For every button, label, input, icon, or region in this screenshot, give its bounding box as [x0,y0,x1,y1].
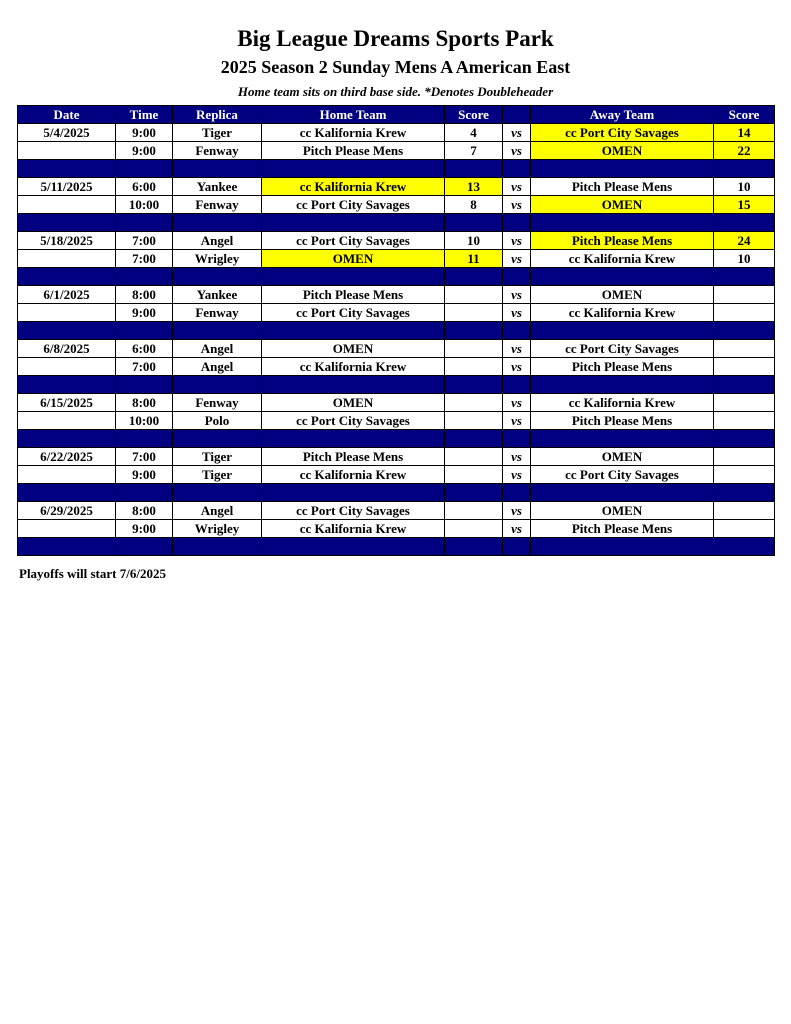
separator-cell [714,322,775,340]
home-score: 10 [445,232,503,250]
vs-label: vs [503,394,531,412]
away-team: OMEN [531,286,714,304]
table-row [18,196,775,214]
table-row [18,394,775,412]
vs-label: vs [503,466,531,484]
table-row [18,304,775,322]
away-team: OMEN [531,142,714,160]
separator-cell [503,376,531,394]
home-team: cc Port City Savages [262,232,445,250]
away-score [714,394,775,412]
separator-cell [18,322,116,340]
table-row [18,124,775,142]
playoffs-note: Playoffs will start 7/6/2025 [19,566,166,581]
away-team: cc Kalifornia Krew [531,304,714,322]
game-date [18,304,116,322]
separator-cell [445,322,503,340]
separator-cell [503,538,531,556]
separator-cell [531,376,714,394]
game-replica: Angel [173,502,262,520]
game-date: 6/29/2025 [18,502,116,520]
vs-label: vs [503,286,531,304]
separator-cell [262,430,445,448]
game-time: 9:00 [116,142,173,160]
game-date [18,250,116,268]
away-score [714,502,775,520]
game-time: 7:00 [116,232,173,250]
game-replica: Polo [173,412,262,430]
away-team: OMEN [531,448,714,466]
game-date [18,196,116,214]
home-team: cc Kalifornia Krew [262,178,445,196]
home-score [445,520,503,538]
game-replica: Angel [173,232,262,250]
separator-cell [262,268,445,286]
separator-cell [262,376,445,394]
week-separator-row [18,376,775,394]
separator-cell [116,268,173,286]
table-row [18,358,775,376]
separator-cell [173,376,262,394]
separator-cell [262,214,445,232]
separator-cell [173,160,262,178]
game-time: 9:00 [116,520,173,538]
away-team: Pitch Please Mens [531,178,714,196]
game-replica: Tiger [173,448,262,466]
table-row [18,232,775,250]
home-score [445,304,503,322]
page-subtitle: 2025 Season 2 Sunday Mens A American East [220,57,571,77]
game-time: 6:00 [116,178,173,196]
column-header-vs [503,106,531,124]
vs-label: vs [503,304,531,322]
week-separator-row [18,484,775,502]
separator-cell [18,160,116,178]
away-score [714,340,775,358]
week-separator-row [18,322,775,340]
home-team: Pitch Please Mens [262,286,445,304]
game-time: 7:00 [116,358,173,376]
column-header-away-score: Score [714,106,775,124]
separator-cell [503,268,531,286]
table-row [18,412,775,430]
separator-cell [116,322,173,340]
separator-cell [445,376,503,394]
away-score [714,520,775,538]
column-header-away-team: Away Team [531,106,714,124]
home-team: cc Kalifornia Krew [262,358,445,376]
separator-cell [531,214,714,232]
game-time: 6:00 [116,340,173,358]
separator-cell [531,160,714,178]
separator-cell [18,214,116,232]
week-separator-row [18,268,775,286]
away-score: 22 [714,142,775,160]
home-score [445,448,503,466]
vs-label: vs [503,142,531,160]
table-row [18,502,775,520]
game-date [18,412,116,430]
separator-cell [503,214,531,232]
game-replica: Yankee [173,286,262,304]
game-date [18,358,116,376]
separator-cell [173,538,262,556]
game-date: 6/1/2025 [18,286,116,304]
column-header-date: Date [18,106,116,124]
home-score [445,502,503,520]
separator-cell [18,538,116,556]
away-score: 24 [714,232,775,250]
home-score [445,394,503,412]
column-header-time: Time [116,106,173,124]
separator-cell [714,214,775,232]
table-row [18,178,775,196]
separator-cell [116,484,173,502]
separator-cell [262,484,445,502]
separator-cell [531,268,714,286]
away-score [714,358,775,376]
separator-cell [116,376,173,394]
week-separator-row [18,160,775,178]
game-replica: Fenway [173,196,262,214]
separator-cell [531,484,714,502]
week-separator-row [18,430,775,448]
game-replica: Angel [173,340,262,358]
game-time: 7:00 [116,448,173,466]
separator-cell [445,214,503,232]
vs-label: vs [503,340,531,358]
away-team: Pitch Please Mens [531,520,714,538]
separator-cell [531,322,714,340]
away-score [714,448,775,466]
separator-cell [503,160,531,178]
game-replica: Wrigley [173,250,262,268]
home-score [445,466,503,484]
separator-cell [116,538,173,556]
table-row [18,340,775,358]
separator-cell [714,268,775,286]
home-score: 13 [445,178,503,196]
game-time: 8:00 [116,286,173,304]
game-date [18,520,116,538]
separator-cell [531,538,714,556]
separator-cell [503,322,531,340]
separator-cell [531,430,714,448]
vs-label: vs [503,196,531,214]
away-team: Pitch Please Mens [531,412,714,430]
game-time: 9:00 [116,124,173,142]
game-date [18,142,116,160]
table-row [18,142,775,160]
separator-cell [445,484,503,502]
game-time: 9:00 [116,304,173,322]
away-team: cc Port City Savages [531,340,714,358]
away-team: OMEN [531,502,714,520]
separator-cell [445,538,503,556]
home-score: 11 [445,250,503,268]
game-time: 10:00 [116,412,173,430]
separator-cell [445,430,503,448]
vs-label: vs [503,502,531,520]
game-date: 5/4/2025 [18,124,116,142]
home-score [445,340,503,358]
table-row [18,520,775,538]
game-date: 5/18/2025 [18,232,116,250]
away-score: 10 [714,178,775,196]
separator-cell [262,322,445,340]
game-date [18,466,116,484]
home-team: cc Port City Savages [262,412,445,430]
column-header-replica: Replica [173,106,262,124]
home-score: 4 [445,124,503,142]
table-row [18,250,775,268]
game-time: 8:00 [116,502,173,520]
away-team: cc Kalifornia Krew [531,394,714,412]
away-team: Pitch Please Mens [531,358,714,376]
game-time: 8:00 [116,394,173,412]
game-replica: Fenway [173,142,262,160]
separator-cell [173,268,262,286]
away-score [714,304,775,322]
game-replica: Wrigley [173,520,262,538]
separator-cell [714,160,775,178]
separator-cell [445,268,503,286]
home-team: cc Port City Savages [262,304,445,322]
away-score [714,466,775,484]
home-team: cc Kalifornia Krew [262,124,445,142]
game-date: 6/15/2025 [18,394,116,412]
column-header-home-team: Home Team [262,106,445,124]
game-replica: Fenway [173,394,262,412]
away-team: cc Port City Savages [531,124,714,142]
away-score: 15 [714,196,775,214]
separator-cell [18,484,116,502]
table-row [18,466,775,484]
vs-label: vs [503,250,531,268]
away-score [714,286,775,304]
separator-cell [714,484,775,502]
separator-cell [116,160,173,178]
away-score [714,412,775,430]
separator-cell [173,214,262,232]
separator-cell [173,322,262,340]
vs-label: vs [503,520,531,538]
home-team: cc Port City Savages [262,502,445,520]
home-score [445,412,503,430]
home-score [445,286,503,304]
table-row [18,448,775,466]
separator-cell [18,430,116,448]
week-separator-row [18,538,775,556]
away-score: 14 [714,124,775,142]
home-team: Pitch Please Mens [262,142,445,160]
game-replica: Tiger [173,466,262,484]
game-replica: Angel [173,358,262,376]
game-replica: Tiger [173,124,262,142]
separator-cell [714,538,775,556]
away-team: cc Kalifornia Krew [531,250,714,268]
column-header-home-score: Score [445,106,503,124]
home-team: cc Kalifornia Krew [262,520,445,538]
away-score: 10 [714,250,775,268]
separator-cell [18,268,116,286]
separator-cell [173,430,262,448]
game-date: 6/22/2025 [18,448,116,466]
home-score [445,358,503,376]
away-team: Pitch Please Mens [531,232,714,250]
separator-cell [116,430,173,448]
separator-cell [503,430,531,448]
separator-cell [262,538,445,556]
separator-cell [714,430,775,448]
separator-cell [18,376,116,394]
home-team: cc Port City Savages [262,196,445,214]
table-header-row [18,106,775,124]
table-row [18,286,775,304]
header-note: Home team sits on third base side. *Denotes Doubleheader [237,84,554,99]
separator-cell [262,160,445,178]
home-score: 7 [445,142,503,160]
game-date: 5/11/2025 [18,178,116,196]
vs-label: vs [503,232,531,250]
game-date: 6/8/2025 [18,340,116,358]
home-team: Pitch Please Mens [262,448,445,466]
game-time: 7:00 [116,250,173,268]
home-score: 8 [445,196,503,214]
separator-cell [173,484,262,502]
game-time: 10:00 [116,196,173,214]
home-team: OMEN [262,340,445,358]
home-team: OMEN [262,250,445,268]
page-title: Big League Dreams Sports Park [237,26,554,51]
schedule-table [17,105,775,556]
vs-label: vs [503,358,531,376]
separator-cell [503,484,531,502]
away-team: OMEN [531,196,714,214]
vs-label: vs [503,412,531,430]
game-time: 9:00 [116,466,173,484]
game-replica: Fenway [173,304,262,322]
separator-cell [445,160,503,178]
home-team: cc Kalifornia Krew [262,466,445,484]
vs-label: vs [503,178,531,196]
vs-label: vs [503,124,531,142]
separator-cell [714,376,775,394]
away-team: cc Port City Savages [531,466,714,484]
vs-label: vs [503,448,531,466]
home-team: OMEN [262,394,445,412]
week-separator-row [18,214,775,232]
game-replica: Yankee [173,178,262,196]
separator-cell [116,214,173,232]
